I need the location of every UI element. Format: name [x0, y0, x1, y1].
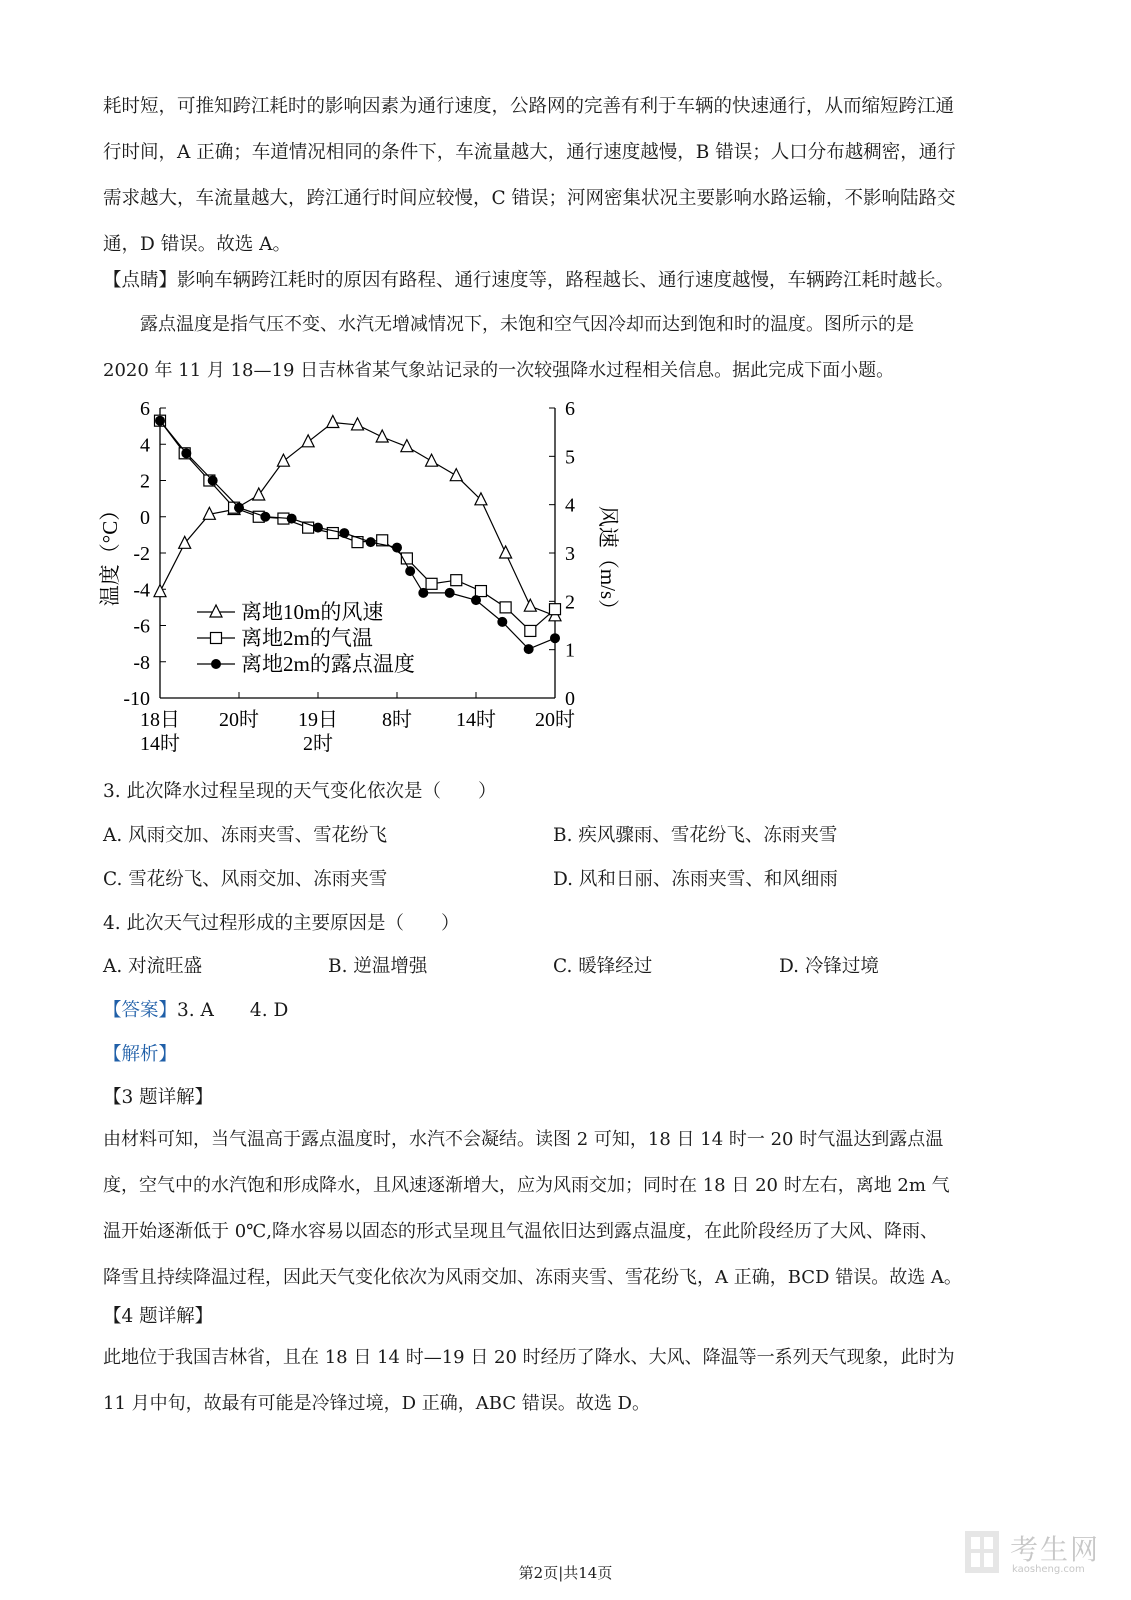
left-axis-title: 温度（°C） — [98, 499, 122, 607]
answer-line — [103, 996, 288, 1022]
x-tick-sublabel: 14时 — [140, 733, 180, 755]
triangle-point — [426, 454, 438, 466]
right-tick-label: 6 — [565, 398, 575, 420]
analysis-label: 【解析】 — [103, 1044, 178, 1065]
watermark-name: 考生网 — [1010, 1533, 1101, 1566]
series-line — [160, 423, 555, 616]
q3-detail-line: 由材料可知，当气温高于露点温度时，水汽不会凝结。读图 2 可知，18 日 14 时一 20 时气温达到露点温 — [103, 1129, 944, 1150]
square-point — [327, 528, 338, 539]
square-point — [500, 602, 511, 613]
q3-detail-line: 温开始逐渐低于 0℃,降水容易以固态的形式呈现且气温依旧达到露点温度，在此阶段经历了大风、降雨、 — [103, 1221, 939, 1242]
x-tick-label: 20时 — [219, 709, 259, 731]
q4-option-c[interactable]: C. 暖锋经过 — [553, 956, 653, 977]
triangle-point — [277, 454, 289, 466]
q3-detail-title: 【3 题详解】 — [103, 1087, 214, 1108]
square-point — [352, 537, 363, 548]
triangle-point — [376, 430, 388, 442]
triangle-point — [475, 493, 487, 505]
intro-line: 耗时短，可推知跨江耗时的影响因素为通行速度，公路网的完善有利于车辆的快速通行，从而缩短跨江通 — [103, 96, 955, 117]
q4-option-d[interactable]: D. 冷锋过境 — [779, 956, 879, 977]
triangle-point — [450, 469, 462, 481]
q4-detail — [103, 1335, 1031, 1427]
q3-detail — [103, 1117, 1031, 1301]
circle-point — [551, 634, 560, 643]
triangle-point — [524, 599, 536, 611]
legend-triangle-icon — [210, 605, 222, 617]
square-point — [426, 578, 437, 589]
left-tick-label: 6 — [140, 398, 150, 420]
circle-point — [287, 514, 296, 523]
triangle-point — [327, 416, 339, 428]
triangle-point — [302, 435, 314, 447]
left-tick-label: -8 — [133, 651, 150, 674]
tip-paragraph — [103, 258, 1031, 304]
q3-stem: 3. 此次降水过程呈现的天气变化依次是（ ） — [103, 781, 497, 802]
circle-point — [393, 543, 402, 552]
x-tick-label: 19日 — [298, 709, 338, 731]
left-tick-label: 2 — [140, 470, 150, 493]
left-tick-label: -10 — [123, 688, 150, 710]
circle-point — [406, 567, 415, 576]
left-tick-label: 4 — [140, 434, 150, 457]
q3-option-d[interactable]: D. 风和日丽、冻雨夹雪、和风细雨 — [553, 869, 838, 890]
square-point — [475, 586, 486, 597]
intro-line: 需求越大，车流量越大，跨江通行时间应较慢，C 错误；河网密集状况主要影响水路运输，不影响陆路交 — [103, 188, 956, 209]
circle-point — [445, 588, 454, 597]
right-tick-label: 2 — [565, 591, 575, 614]
q4-option-b[interactable]: B. 逆温增强 — [328, 956, 428, 977]
intro-line: 行时间，A 正确；车道情况相同的条件下，车流量越大，通行速度越慢，B 错误；人口分布越稠密，通行 — [103, 142, 956, 163]
q4-detail-line: 此地位于我国吉林省，且在 18 日 14 时—19 日 20 时经历了降水、大风、降温等一系列天气现象，此时为 — [103, 1347, 955, 1368]
answer-4: 4. D — [249, 1000, 289, 1021]
x-tick-label: 8时 — [382, 709, 412, 731]
left-tick-label: -4 — [133, 579, 150, 602]
material-line: 2020 年 11 月 18—19 日吉林省某气象站记录的一次较强降水过程相关信息。据此完成下面小题。 — [103, 360, 895, 381]
circle-point — [472, 596, 481, 605]
circle-point — [498, 617, 507, 626]
material-line: 露点温度是指气压不变、水汽无增减情况下，未饱和空气因冷却而达到饱和时的温度。图所示的是 — [140, 314, 914, 335]
legend-square-icon — [211, 633, 222, 644]
right-tick-label: 0 — [565, 688, 575, 710]
circle-point — [419, 588, 428, 597]
legend-label: 离地2m的露点温度 — [241, 652, 415, 676]
series-0 — [154, 416, 561, 621]
circle-point — [235, 503, 244, 512]
circle-point — [340, 529, 349, 538]
x-tick-label: 18日 — [140, 709, 180, 731]
chart-legend — [197, 600, 415, 676]
answer-3: 3. A — [177, 1000, 214, 1021]
left-tick-label: -2 — [133, 543, 150, 565]
triangle-point — [154, 585, 166, 597]
tip-text: 影响车辆跨江耗时的原因有路程、通行速度等，路程越长、通行速度越慢，车辆跨江耗时越长。 — [177, 270, 955, 291]
circle-point — [524, 645, 533, 654]
q4-option-a[interactable]: A. 对流旺盛 — [103, 956, 203, 977]
circle-point — [182, 449, 191, 458]
answer-label: 【答案】 — [103, 1000, 178, 1021]
q3-detail-line: 度，空气中的水汽饱和形成降水，且风速逐渐增大，应为风雨交加；同时在 18 日 20 时左右，离地 2m 气 — [103, 1175, 950, 1196]
legend-circle-icon — [212, 660, 221, 669]
square-point — [525, 625, 536, 636]
square-point — [451, 575, 462, 586]
tip-label: 【点睛】 — [103, 270, 178, 291]
circle-point — [261, 512, 270, 521]
page-footer: 第2页|共14页 — [518, 1564, 613, 1582]
x-tick-label: 20时 — [535, 709, 575, 731]
right-tick-label: 4 — [565, 494, 575, 517]
watermark-url: kaosheng.com — [1012, 1564, 1085, 1575]
q3-detail-line: 降雪且持续降温过程，因此天气变化依次为风雨交加、冻雨夹雪、雪花纷飞，A 正确，BCD 错误。故选 A。 — [103, 1267, 962, 1288]
right-tick-label: 5 — [565, 446, 575, 469]
triangle-point — [500, 546, 512, 558]
right-tick-label: 3 — [565, 543, 575, 565]
square-point — [550, 604, 561, 615]
circle-point — [366, 538, 375, 547]
right-tick-label: 1 — [565, 639, 575, 662]
weather-chart — [95, 398, 620, 765]
q3-option-c[interactable]: C. 雪花纷飞、风雨交加、冻雨夹雪 — [103, 869, 388, 890]
intro-paragraph — [103, 84, 1031, 268]
intro-line: 通，D 错误。故选 A。 — [103, 234, 291, 255]
left-tick-label: 0 — [140, 506, 150, 529]
q4-detail-title: 【4 题详解】 — [103, 1306, 214, 1327]
material-paragraph — [103, 302, 1031, 394]
q4-detail-line: 11 月中旬，故最有可能是冷锋过境，D 正确，ABC 错误。故选 D。 — [103, 1393, 650, 1414]
q4-stem: 4. 此次天气过程形成的主要原因是（ ） — [103, 913, 460, 934]
circle-point — [314, 523, 323, 532]
legend-label: 离地2m的气温 — [241, 626, 373, 650]
q3-option-b[interactable]: B. 疾风骤雨、雪花纷飞、冻雨夹雪 — [553, 825, 838, 846]
q3-option-a[interactable]: A. 风雨交加、冻雨夹雪、雪花纷飞 — [103, 825, 388, 846]
circle-point — [208, 476, 217, 485]
chart-axes — [98, 398, 620, 755]
x-tick-label: 14时 — [456, 709, 496, 731]
left-tick-label: -6 — [133, 615, 150, 638]
circle-point — [156, 416, 165, 425]
right-axis-title: 风速（m/s） — [596, 505, 620, 621]
legend-label: 离地10m的风速 — [241, 600, 384, 624]
triangle-point — [401, 440, 413, 452]
x-tick-sublabel: 2时 — [303, 733, 333, 755]
